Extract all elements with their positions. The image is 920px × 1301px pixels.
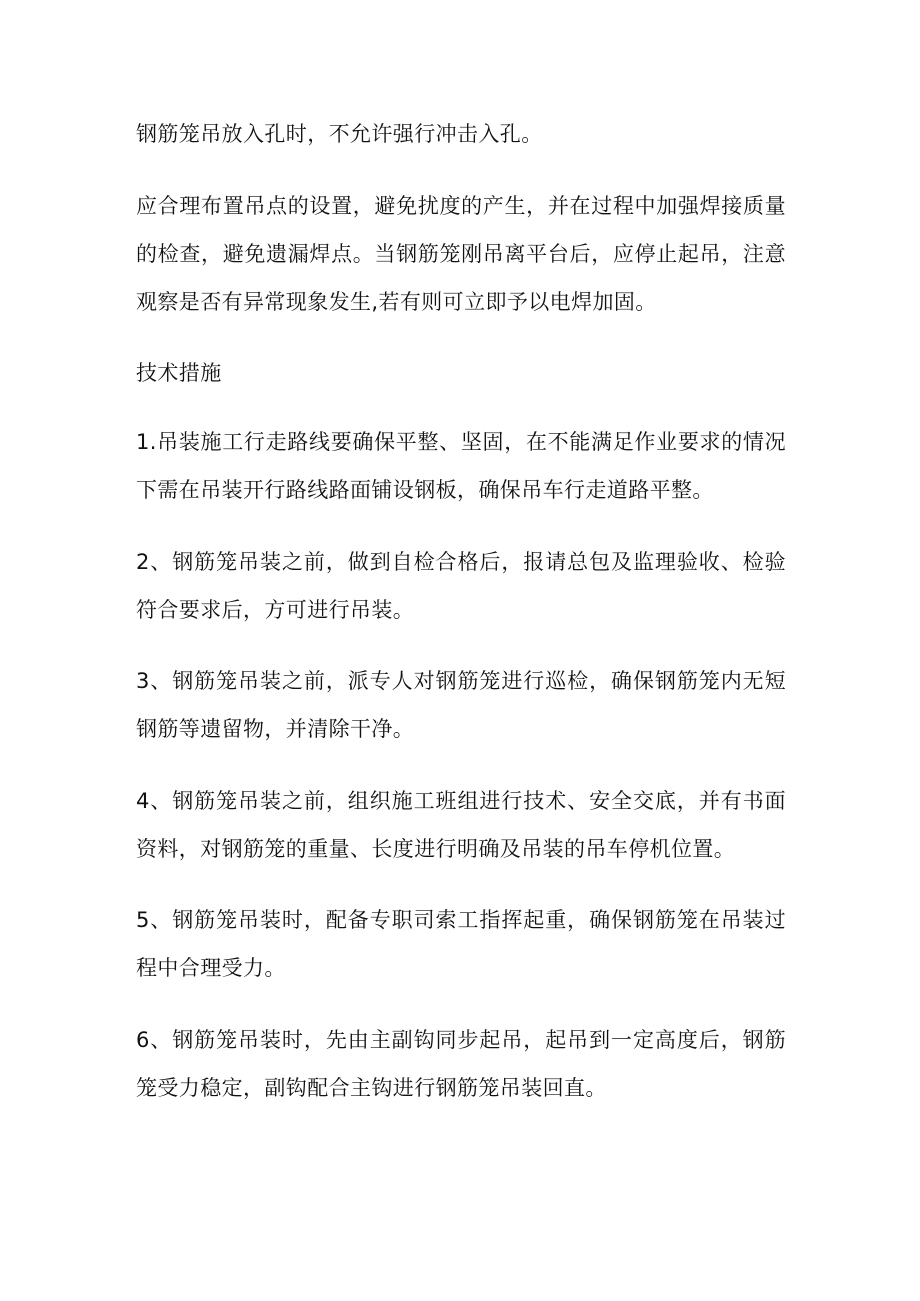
paragraph-lifting-points: 应合理布置吊点的设置，避免扰度的产生，并在过程中加强焊接质量的检查，避免遗漏焊点。当钢筋笼刚吊离平台后，应停止起吊，注意观察是否有异常现象发生,若有则可立即予以电焊加固。 xyxy=(136,194,786,314)
list-item-3: 3、钢筋笼吊装之前，派专人对钢筋笼进行巡检，确保钢筋笼内无短钢筋等遗留物，并清除干净。 xyxy=(136,669,786,741)
list-item-5: 5、钢筋笼吊装时，配备专职司索工指挥起重，确保钢筋笼在吊装过程中合理受力。 xyxy=(136,908,786,980)
paragraph-cage-lowering: 钢筋笼吊放入孔时，不允许强行冲击入孔。 xyxy=(136,122,543,146)
list-item-1: 1.吊装施工行走路线要确保平整、坚固，在不能满足作业要求的情况下需在吊装开行路线路面铺设钢板，确保吊车行走道路平整。 xyxy=(136,430,786,502)
section-heading-technical-measures: 技术措施 xyxy=(136,361,222,385)
list-item-2: 2、钢筋笼吊装之前，做到自检合格后，报请总包及监理验收、检验符合要求后，方可进行吊装。 xyxy=(136,550,786,622)
list-item-6: 6、钢筋笼吊装时，先由主副钩同步起吊，起吊到一定高度后，钢筋笼受力稳定，副钩配合主钩进行钢筋笼吊装回直。 xyxy=(136,1028,786,1100)
list-item-4: 4、钢筋笼吊装之前，组织施工班组进行技术、安全交底，并有书面资料，对钢筋笼的重量、长度进行明确及吊装的吊车停机位置。 xyxy=(136,789,786,861)
